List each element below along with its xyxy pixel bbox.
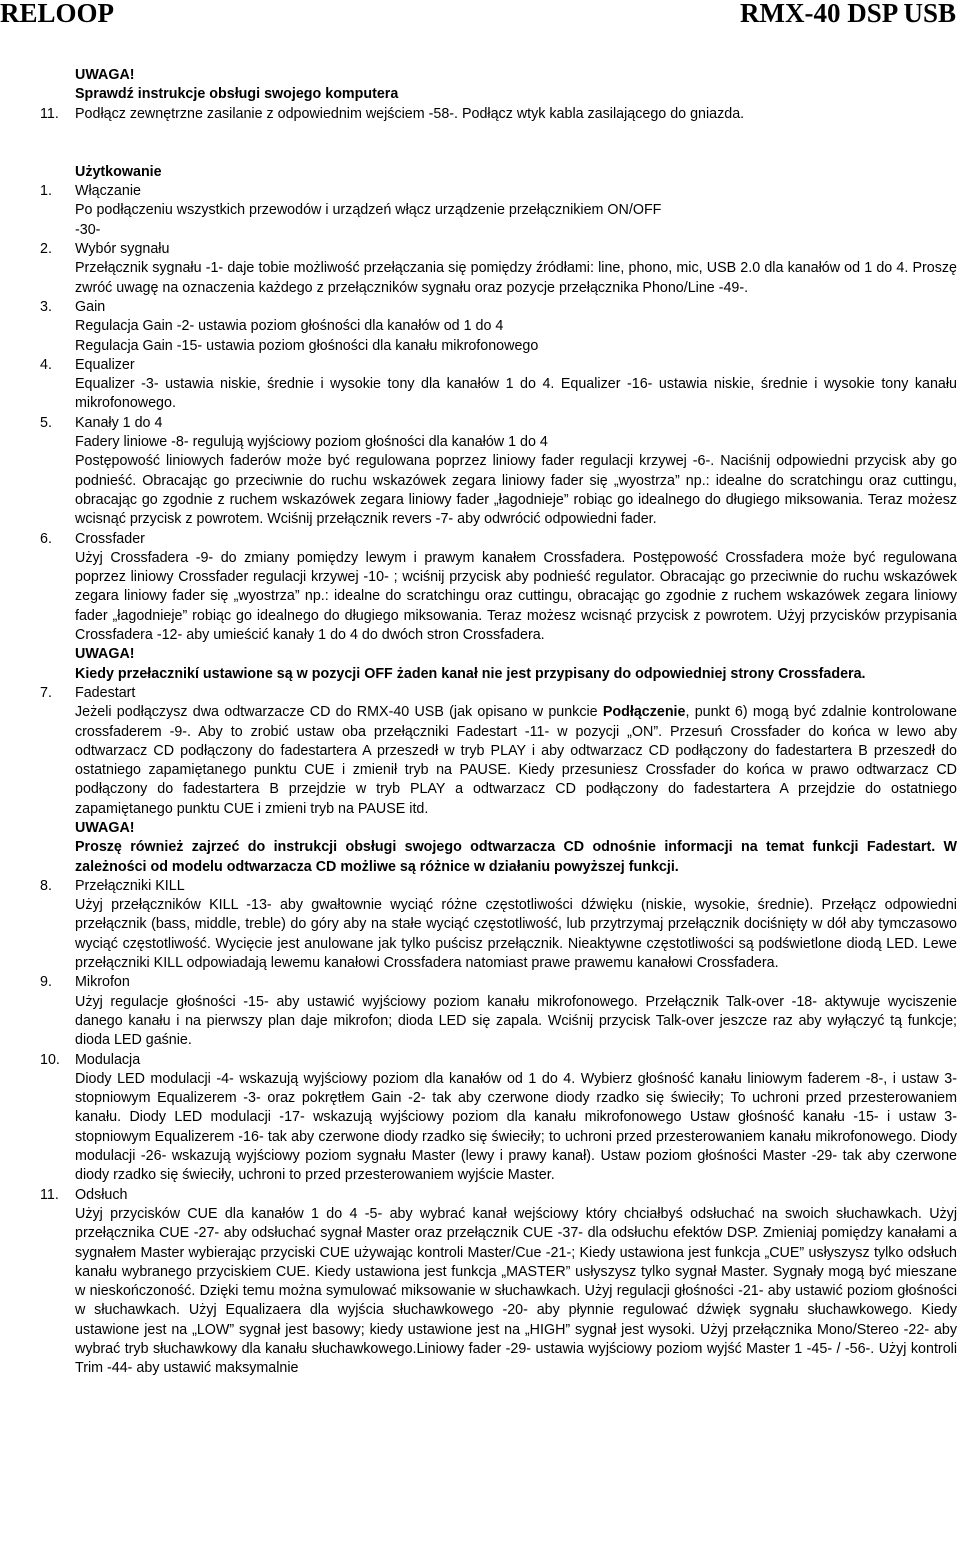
section-4 xyxy=(40,356,957,414)
section-text: Fadery liniowe -8- regulują wyjściowy poziom głośności dla kanałów 1 do 4 xyxy=(75,434,548,451)
section-warning: UWAGA! xyxy=(75,819,135,836)
section-10 xyxy=(40,1051,957,1186)
text-part: , punkt 6) mogą być zdalnie kontrolowane crossfaderem -9-. Aby to zrobić ustaw oba przełączniki Fadestart -11- w pozycji „ON”. Przesuń Crossfader do końca w lewo aby odtwarzacz CD podłączony do fadestartera A przeszedł w tryb PLAY i aby odtwarzacz CD podłączony do fadestartera B przeszedł do ostatniego zapamiętanego punktu CUE i zmienił tryb na PAUSE. Kiedy przesuniesz Crossfader do końca w prawo odtwarzacz CD podłączony do fadestartera B przejdzie w tryb PLAY a odtwarzacz CD podłączony do fadestartera A przejdzie do ostatniego zapamiętanego punktu CUE i zmieni tryb na PAUSE itd. xyxy=(75,704,957,817)
section-7 xyxy=(40,684,957,877)
section-text: Equalizer -3- ustawia niskie, średnie i wysokie tony dla kanałów 1 do 4. Equalizer -16- ustawia niskie, średnie i wysokie tony kanału mikrofonowego. xyxy=(75,376,957,412)
section-11 xyxy=(40,1186,957,1379)
section-title: Przełączniki KILL xyxy=(75,877,185,894)
section-3 xyxy=(40,298,957,356)
section-number: 7. xyxy=(40,684,52,701)
step-number: 11. xyxy=(40,105,59,122)
text-part: Jeżeli podłączysz dwa odtwarzacze CD do RMX-40 USB (jak opisano w punkcie xyxy=(75,704,603,721)
page-header xyxy=(0,0,960,30)
section-title: Crossfader xyxy=(75,530,145,547)
document-body xyxy=(40,66,957,1379)
intro-step-11 xyxy=(40,105,957,124)
section-9 xyxy=(40,973,957,1050)
section-number: 4. xyxy=(40,356,52,373)
section-text: Regulacja Gain -15- ustawia poziom głośności dla kanału mikrofonowego xyxy=(75,337,539,354)
section-text: Regulacja Gain -2- ustawia poziom głośności dla kanałów od 1 do 4 xyxy=(75,318,504,335)
section-text xyxy=(75,703,957,819)
section-title: Wybór sygnału xyxy=(75,241,170,258)
section-text: Użyj przycisków CUE dla kanałów 1 do 4 -5- aby wybrać kanał wejściowy który chciałbyś odsłuchać na swoich słuchawkach. Użyj przełącznika CUE -27- aby odsłuchać sygnał Master oraz przełącznik CUE -37- dla odsłuchu efektów DSP. Zmieniaj pomiędzy kanałami a sygnałem Master wybierając przyciski CUE używając kontroli Master/Cue -21-; Kiedy ustawiona jest funkcja „CUE” usłyszysz tylko odsłuch kanału wybranego przyciskiem CUE. Kiedy ustawiona jest funkcja „MASTER” usłyszysz tylko sygnał Master. Sygnały mogą być mieszane w nieskończoność. Dzięki temu można symulować miksowanie w słuchawkach. Użyj regulacji głośności -21- aby ustawić poziom głośności w słuchawkach. Użyj Equalizaera dla wyjścia słuchawkowego -20- aby płynnie regulować dźwięk sygnału słuchawkowego. Kiedy ustawione jest na „LOW” sygnał jest basowy; kiedy ustawione jest na „HIGH” sygnał jest wysoki. Użyj przełącznika Mono/Stereo -22- aby wybrać tryb słuchawkowy dla kanału słuchawkowego.Liniowy fader -29- ustawia wyjściowy poziom wyjść Master 1 -45- / -56-. Użyj kontroli Trim -44- aby ustawić maksymalnie xyxy=(75,1205,957,1377)
section-1 xyxy=(40,182,957,240)
section-number: 10. xyxy=(40,1051,60,1068)
model-name: RMX-40 DSP USB xyxy=(739,0,956,28)
intro-warning-text: Sprawdź instrukcje obsługi swojego komputera xyxy=(75,86,399,103)
section-number: 2. xyxy=(40,241,52,258)
section-number: 3. xyxy=(40,298,52,315)
section-5 xyxy=(40,414,957,530)
section-number: 9. xyxy=(40,974,52,991)
section-warning-text: Kiedy przełacznikí ustawione są w pozycji OFF żaden kanał nie jest przypisany do odpowiedniej strony Crossfadera. xyxy=(75,665,866,682)
section-text: -30- xyxy=(75,221,101,238)
usage-title: Użytkowanie xyxy=(75,163,162,180)
section-text: Użyj regulacje głośności -15- aby ustawić wyjściowy poziom kanału mikrofonowego. Przełącznik Talk-over -18- aktywuje wyciszenie danego kanału i na pierwszy plan daje mikrofon; dioda LED się zapala. Wciśnij przycisk Talk-over jeszcze raz aby wyłączyć tą funkcje; dioda LED gaśnie. xyxy=(75,993,957,1049)
section-text: Diody LED modulacji -4- wskazują wyjściowy poziom dla kanałów od 1 do 4. Wybierz głośność kanału liniowym faderem -8-, i ustaw 3-stopniowym Equalizerem -3- oraz pokrętłem Gain -2- tak aby czerwone diody rzadko się świeciły; To uchroni przed przesterowaniem kanału. Diody LED modulacji -17- wskazują wyjściowy poziom dla kanału mikrofonowego Ustaw głośność kanału -15- i ustaw 3-stopniowym Equalizerem -16- tak aby czerwone diody rzadko się świeciły; to uchroni przed przesterowaniem kanału mikrofonowego. Diody modulacji -26- wskazują wyjściowy poziom sygnału Master (lewy i prawy kanał). Ustaw poziom głośności Master -29- tak aby czerwone diody rzadko się świeciły, uchroni to przed przesterowaniem wyjście Master. xyxy=(75,1070,957,1184)
section-2 xyxy=(40,240,957,298)
intro-warning: UWAGA! xyxy=(75,67,135,83)
text-part-bold: Podłączenie xyxy=(602,704,686,721)
section-number: 6. xyxy=(40,530,52,547)
section-title: Modulacja xyxy=(75,1051,141,1068)
section-text: Przełącznik sygnału -1- daje tobie możliwość przełączania się pomiędzy źródłami: line, phono, mic, USB 2.0 dla kanałów od 1 do 4. Proszę zwróć uwagę na oznaczenia każdego z przełączników sygnału oraz pozycje przełącznika Phono/Line -49-. xyxy=(75,260,957,296)
section-title: Fadestart xyxy=(75,684,136,701)
section-text: Użyj przełączników KILL -13- aby gwałtownie wyciąć różne częstotliwości dźwięku (niskie, wysokie, średnie). Przełącz odpowiedni przełącznik (bass, middle, treble) do góry aby na stałe wyciąć częstotliwość, lub przytrzymaj przełącznik dociśnięty w dół aby tymczasowo wyciąć częstotliwość. Wycięcie jest anulowane jak tylko puścisz przełącznik. Nieaktywne częstotliwości są podświetlone diodą LED. Lewe przełączniki KILL odpowiadają lewemu kanałowi Crossfadera natomiast prawe prawemu kanałowi Crossfadera. xyxy=(75,897,957,972)
section-text: Po podłączeniu wszystkich przewodów i urządzeń włącz urządzenie przełącznikiem ON/OFF xyxy=(75,202,662,219)
section-number: 5. xyxy=(40,414,52,431)
section-title: Włączanie xyxy=(75,183,141,200)
section-title: Odsłuch xyxy=(75,1186,128,1203)
section-warning-text: Proszę również zajrzeć do instrukcji obsługi swojego odtwarzacza CD odnośnie informacji na temat funkcji Fadestart. W zależności od modelu odtwarzacza CD możliwe są różnice w działaniu powyższej funkcji. xyxy=(75,839,957,875)
section-number: 1. xyxy=(40,183,52,200)
section-8 xyxy=(40,877,957,973)
section-number: 8. xyxy=(40,877,52,894)
section-text: Postępowość liniowych faderów może być regulowana poprzez liniowy fader regulacji krzywej -6-. Naciśnij odpowiedni przycisk aby go podnieść. Obracając go przeciwnie do ruchu wskazówek zegara liniowy fader się „wyostrza” np.: idealne do scratchingu oraz cuttingu, obracając go zgodnie z ruchem wskazówek zegara liniowy fader „łagodnieje” robiąc go idealnego do długiego miksowania. Teraz możesz wcisnąć przycisk z powrotem. Wciśnij przełącznik revers -7- aby odwrócić odpowiedni fader. xyxy=(75,453,957,528)
section-text: Użyj Crossfadera -9- do zmiany pomiędzy lewym i prawym kanałem Crossfadera. Postępowość Crossfadera może być regulowana poprzez liniowy Crossfader regulacji krzywej -10- ; wciśnij przycisk aby podnieść regulator. Obracając go przeciwnie do ruchu wskazówek zegara liniowy fader się „wyostrza” np.: idealne do scratchingu oraz cuttingu, obracając go zgodnie z ruchem wskazówek zegara liniowy fader „łagodnieje” robiąc go idealnego do długiego miksowania. Teraz możesz wcisnąć przycisk z powrotem. Użyj przycisków przypisania Crossfadera -12- aby umieścić kanały 1 do 4 do dwóch stron Crossfadera. xyxy=(75,549,957,644)
step-text: Podłącz zewnętrzne zasilanie z odpowiednim wejściem -58-. Podłącz wtyk kabla zasilającego do gniazda. xyxy=(75,105,745,122)
section-6 xyxy=(40,530,957,684)
section-warning: UWAGA! xyxy=(75,646,135,663)
section-title: Kanały 1 do 4 xyxy=(75,414,163,431)
section-title: Gain xyxy=(75,298,106,315)
section-title: Mikrofon xyxy=(75,974,130,991)
section-title: Equalizer xyxy=(75,356,135,373)
section-number: 11. xyxy=(40,1186,59,1203)
brand-name: RELOOP xyxy=(0,0,115,28)
